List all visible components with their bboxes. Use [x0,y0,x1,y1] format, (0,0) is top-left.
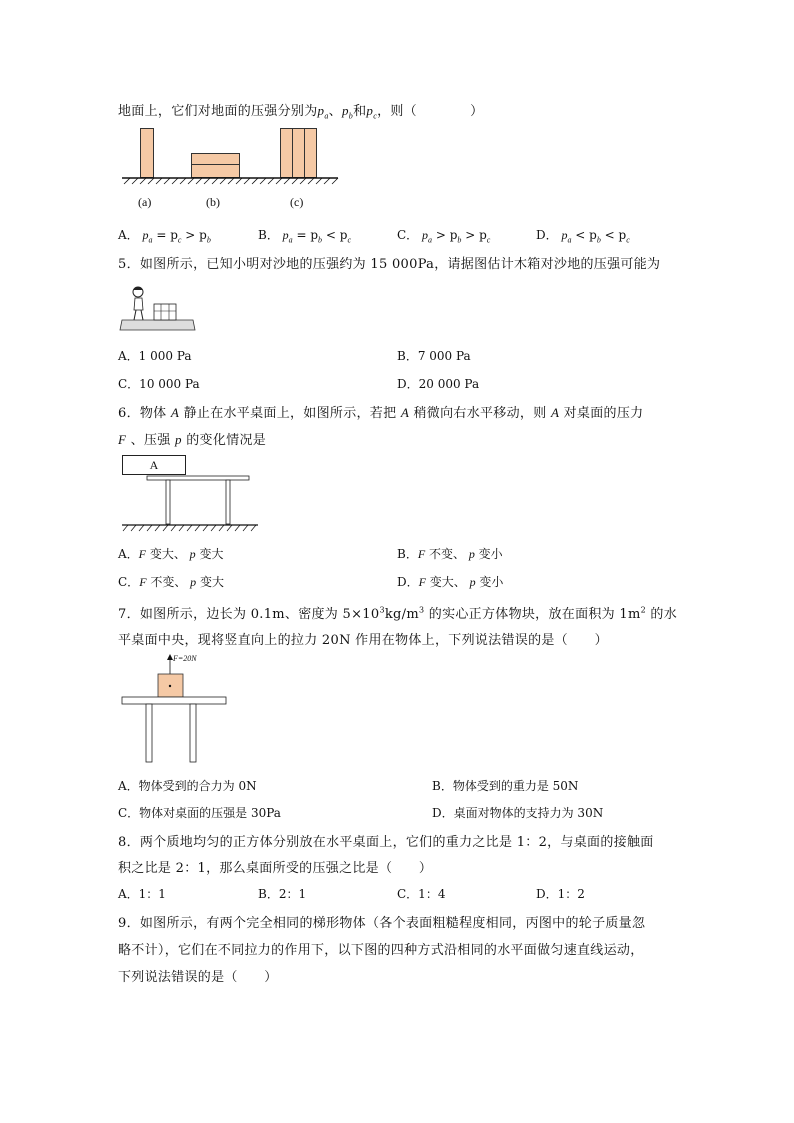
q9-stem-1: 9．如图所示，有两个完全相同的梯形物体（各个表面粗糙程度相同，丙图中的轮子质量忽 [118,916,646,931]
q5-option-b[interactable]: B．7 000 Pa [397,349,471,363]
p-symbol: p [142,228,149,242]
p-symbol: p [317,103,325,118]
caption-c: (c) [290,195,304,209]
text: 不变、 [146,575,191,589]
q7-option-a[interactable]: A．物体受到的合力为 0N [118,779,257,793]
text: 变大、 [146,547,190,561]
caption-b: (b) [206,195,220,209]
caption-a: (a) [138,195,152,209]
var-f: F [139,575,147,589]
text: 对桌面的压力 [559,406,644,421]
sep: 、 [328,104,342,119]
var-a: A [550,405,560,420]
text: 变大、 [425,575,470,589]
q8-option-d[interactable]: D．1：2 [536,887,585,901]
q7-option-b[interactable]: B．物体受到的重力是 50N [432,779,579,793]
q9-stem-2: 略不计），它们在不同拉力的作用下，以下图的四种方式沿相同的水平面做匀速直线运动， [118,943,644,958]
text: 、压强 [126,433,176,448]
sub: b [596,235,601,245]
sub: c [347,235,351,245]
sub: c [626,235,630,245]
q6-stem-1 [118,402,643,421]
sub: a [428,235,433,245]
sub-c: c [373,111,378,121]
q5-option-c[interactable]: C．10 000 Pa [118,377,200,391]
sub-a: a [324,111,329,121]
var-p: p [189,547,196,561]
option-label: A． [118,228,139,242]
q4-intro: 地面上，它们对地面的压强分别为 [118,104,318,119]
text: 6．物体 [118,406,171,421]
var-p: p [469,575,476,589]
option-label: C． [118,575,140,589]
text: 变大 [195,547,224,561]
relation: = p [296,228,319,242]
q8-option-a[interactable]: A．1：1 [118,887,166,901]
relation: = p [156,228,178,242]
var-a: A [170,405,180,420]
option-label: A． [118,547,139,561]
exponent: 3 [418,605,425,615]
q8-stem-2: 积之比是 2：1，那么桌面所受的压强之比是（ ） [118,861,433,876]
q5-option-d[interactable]: D．20 000 Pa [397,377,480,391]
var-p: p [468,547,475,561]
option-label: D． [397,575,419,589]
sub: a [148,235,153,245]
relation: > p [465,228,487,242]
force-label: F=20N [173,654,197,663]
text: 不变、 [425,547,469,561]
q7-figure [120,652,230,764]
q4-stem [118,100,483,121]
q6-option-b[interactable] [397,545,503,562]
var-f: F [417,547,426,561]
box-a: A [122,455,186,475]
q6-option-c[interactable] [118,573,224,590]
relation: > p [185,228,207,242]
force-arrow-and-table [120,652,230,764]
q7-option-c[interactable]: C．物体对桌面的压强是 30Pa [118,806,281,820]
text: 的水 [646,607,678,622]
q6-option-a[interactable] [118,545,223,562]
q6-figure [120,455,262,535]
q5-option-a[interactable]: A．1 000 Pa [118,349,192,363]
var-f: F [118,432,127,447]
q7-stem-2: 平桌面中央，现将竖直向上的拉力 20N 作用在物体上，下列说法错误的是（ ） [118,633,608,648]
var-p: p [190,575,197,589]
q7-option-d[interactable]: D．桌面对物体的支持力为 30N [432,806,604,820]
text: 静止在水平桌面上，如图所示，若把 [179,406,401,421]
text: 稍微向右水平移动，则 [409,406,551,421]
text: 7．如图所示，边长为 0.1m、密度为 5×10 [118,607,380,622]
option-label: C． [397,228,419,242]
q5-stem: 5．如图所示，已知小明对沙地的压强约为 15 000Pa，请据图估计木箱对沙地的压强可能为 [118,257,661,272]
q4-tail: ，则（ ） [377,104,484,119]
q4-figure [120,125,342,215]
q8-stem-1: 8．两个质地均匀的正方体分别放在水平桌面上，它们的重力之比是 1：2，与桌面的接触面 [118,835,654,850]
q5-figure [118,278,198,333]
q8-option-b[interactable]: B．2：1 [258,887,307,901]
option-label: B． [397,547,418,561]
q8-option-c[interactable]: C．1：4 [397,887,446,901]
sub: b [318,235,323,245]
sub: a [288,235,293,245]
p-symbol: p [422,228,429,242]
q4-option-c[interactable] [397,226,490,244]
text: 变大 [196,575,224,589]
q4-option-a[interactable] [118,226,211,244]
sub-b: b [348,111,354,121]
p-symbol: p [366,103,374,118]
relation: > p [435,228,458,242]
text: 变小 [474,547,503,561]
q4-option-d[interactable] [536,226,630,244]
q9-stem-3: 下列说法错误的是（ ） [118,970,278,985]
relation: < p [604,228,627,242]
p-symbol: p [282,228,289,242]
sub: c [486,235,491,245]
text: 的实心正方体物块，放在面积为 1m [424,607,641,622]
var-f: F [138,547,147,561]
exponent: 3 [379,605,385,615]
text: 的变化情况是 [181,433,267,448]
text: 变小 [475,575,504,589]
q6-stem-2 [118,429,266,448]
relation: < p [325,228,348,242]
table [120,455,262,535]
sub: a [567,235,572,245]
q6-option-d[interactable] [397,573,503,590]
sub: c [177,235,182,245]
sub: b [457,235,462,245]
q4-option-b[interactable] [258,226,351,244]
option-label: B． [258,228,279,242]
p-symbol: p [341,103,349,118]
relation: < p [575,228,597,242]
sub: b [206,235,211,245]
text: kg/m [384,607,419,622]
exponent: 2 [640,605,646,615]
var-f: F [418,575,426,589]
p-symbol: p [561,228,568,242]
ground-hatch [120,125,342,195]
q7-stem-1 [118,603,677,622]
and-word: 和 [353,104,367,119]
var-a: A [400,405,410,420]
var-p: p [175,432,182,447]
option-label: D． [536,228,558,242]
